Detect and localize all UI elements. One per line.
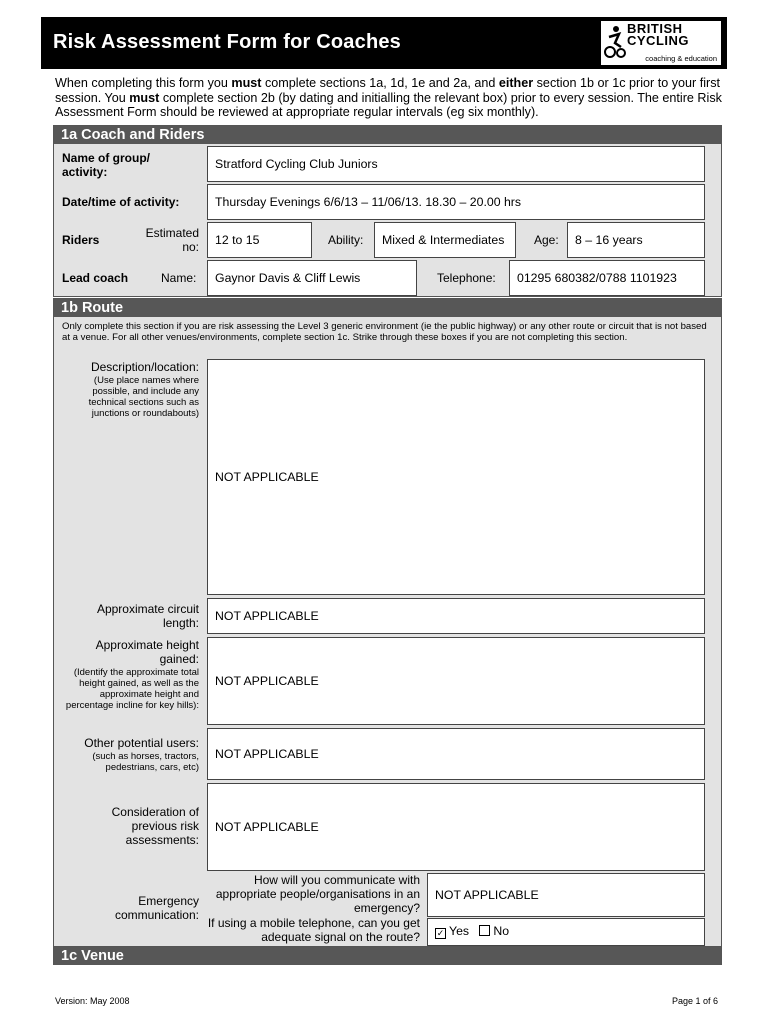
estimated-label: Estimated no: [145, 226, 199, 254]
intro-paragraph: When completing this form you must complete sections 1a, 1d, 1e and 2a, and either section 1b or 1c prior to your first session. You must complete section 2b (by dating and initialling the relevant box) prior to every session. The entire Risk Assessment Form should be reviewed at appropriate regular intervals (eg six monthly). [55, 76, 722, 119]
emergency-comm-field[interactable]: NOT APPLICABLE [427, 873, 705, 917]
logo-subtitle: coaching & education [645, 54, 717, 63]
lead-coach-label: Lead coach [62, 271, 129, 285]
emergency-label: Emergency communication: [114, 894, 199, 922]
logo-wordmark: BRITISH CYCLING [627, 21, 689, 48]
other-users-field[interactable]: NOT APPLICABLE [207, 728, 705, 780]
form-title: Risk Assessment Form for Coaches [53, 31, 402, 53]
cyclist-icon [604, 25, 626, 61]
name-label: Name: [161, 271, 197, 285]
ability-label: Ability: [328, 233, 364, 247]
height-gained-hint: (Identify the approximate total height gained, as well as the approximate height and percentage incline for key hills): [65, 667, 199, 711]
age-field[interactable]: 8 – 16 years [567, 222, 705, 258]
description-hint: (Use place names where possible, and include any technical sections such as junctions or roundabouts) [88, 375, 199, 419]
footer-page: Page 1 of 6 [671, 996, 718, 1006]
section-1c-title: 1c Venue [54, 947, 721, 965]
section-1a [53, 125, 722, 297]
section-1b [53, 298, 722, 948]
height-gained-field[interactable]: NOT APPLICABLE [207, 637, 705, 725]
other-users-hint: (such as horses, tractors, pedestrians, cars, etc) [92, 751, 199, 773]
previous-assessments-field[interactable]: NOT APPLICABLE [207, 783, 705, 871]
emergency-question-2: If using a mobile telephone, can you get adequate signal on the route? [207, 916, 420, 944]
footer-version: Version: May 2008 [55, 996, 130, 1006]
telephone-label: Telephone: [437, 271, 496, 285]
no-checkbox[interactable]: No [479, 924, 509, 938]
date-field[interactable]: Thursday Evenings 6/6/13 – 11/06/13. 18.30 – 20.00 hrs [207, 184, 705, 220]
section-1b-note: Only complete this section if you are risk assessing the Level 3 generic environment (ie the public highway) or any other route or circuit that is not based at a venue. For all other venues/environments, complete section 1c. Strike through these boxes if you are not completing this section. [62, 321, 707, 344]
group-label: Name of group/ activity: [62, 151, 151, 179]
ability-field[interactable]: Mixed & Intermediates [374, 222, 516, 258]
description-field[interactable]: NOT APPLICABLE [207, 359, 705, 595]
other-users-label: Other potential users: (such as horses, tractors, pedestrians, cars, etc) [62, 736, 199, 773]
form-header [41, 17, 727, 69]
height-gained-label: Approximate height gained: (Identify the approximate total height gained, as well as the approximate height and percentage incline for key hills): [62, 638, 199, 711]
section-1a-title: 1a Coach and Riders [54, 126, 721, 144]
telephone-field[interactable]: 01295 680382/0788 1101923 [509, 260, 705, 296]
group-field[interactable]: Stratford Cycling Club Juniors [207, 146, 705, 182]
yes-checkbox[interactable]: ✓ Yes [436, 924, 470, 938]
signal-field [427, 918, 705, 946]
date-label: Date/time of activity: [62, 195, 180, 209]
coach-name-field[interactable]: Gaynor Davis & Cliff Lewis [207, 260, 417, 296]
estimated-field[interactable]: 12 to 15 [207, 222, 312, 258]
previous-assessments-label: Consideration of previous risk assessments: [111, 805, 199, 847]
description-label: Description/location: (Use place names where possible, and include any technical sections such as junctions or roundabouts) [62, 360, 199, 419]
circuit-length-field[interactable]: NOT APPLICABLE [207, 598, 705, 634]
circuit-length-label: Approximate circuit length: [96, 602, 199, 630]
section-1c [53, 946, 722, 965]
emergency-question-1: How will you communicate with appropriate people/organisations in an emergency? [215, 873, 420, 915]
british-cycling-logo [601, 21, 721, 65]
age-label: Age: [534, 233, 559, 247]
section-1b-title: 1b Route [54, 299, 721, 317]
riders-label: Riders [62, 233, 100, 247]
